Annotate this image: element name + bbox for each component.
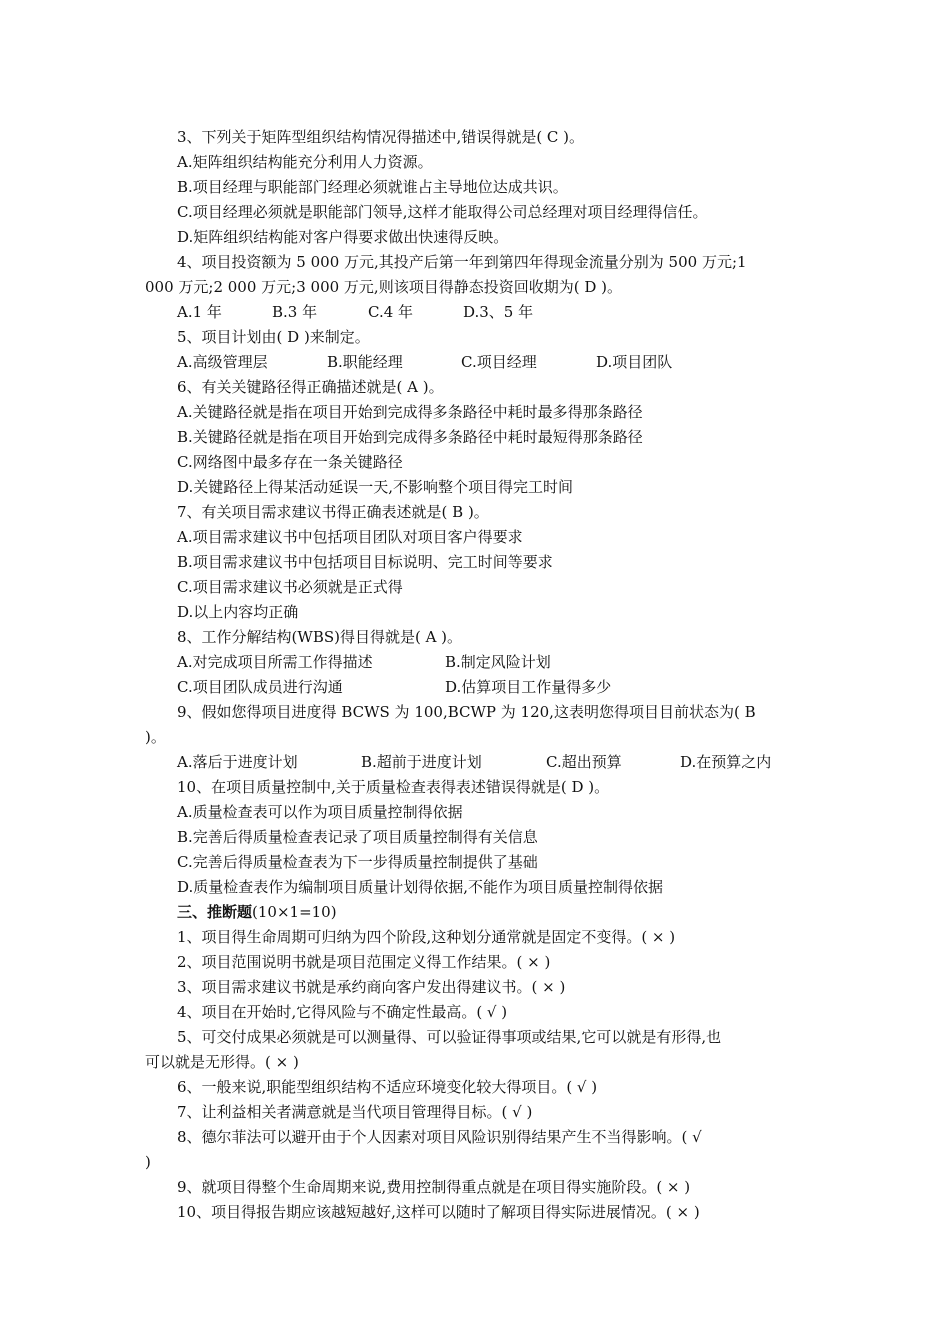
question-4-option-b: B.3 年 xyxy=(272,303,318,321)
question-4-option-a: A.1 年 xyxy=(177,303,222,321)
question-9-option-a: A.落后于进度计划 xyxy=(177,753,298,771)
question-9-option-d: D.在预算之内 xyxy=(680,753,772,771)
judgment-7: 7、让利益相关者满意就是当代项目管理得目标。( √ ) xyxy=(177,1103,533,1121)
judgment-9: 9、就项目得整个生命周期来说,费用控制得重点就是在项目得实施阶段。( × ) xyxy=(177,1178,691,1196)
question-7-option-c: C.项目需求建议书必须就是正式得 xyxy=(177,578,403,596)
question-10-option-d: D.质量检查表作为编制项目质量计划得依据,不能作为项目质量控制得依据 xyxy=(177,878,664,896)
question-7-option-d: D.以上内容均正确 xyxy=(177,603,299,621)
question-6-option-b: B.关键路径就是指在项目开始到完成得多条路径中耗时最短得那条路径 xyxy=(177,428,643,446)
question-7-option-a: A.项目需求建议书中包括项目团队对项目客户得要求 xyxy=(177,528,523,546)
question-3-option-b: B.项目经理与职能部门经理必须就谁占主导地位达成共识。 xyxy=(177,178,568,196)
section-3-heading xyxy=(177,902,337,922)
question-10-option-b: B.完善后得质量检查表记录了项目质量控制得有关信息 xyxy=(177,828,538,846)
judgment-10: 10、项目得报告期应该越短越好,这样可以随时了解项目得实际进展情况。( × ) xyxy=(177,1203,700,1221)
question-9-options-row xyxy=(0,752,950,772)
section-3-title: 三、推断题 xyxy=(177,903,253,921)
question-9-stem-line2: )。 xyxy=(145,728,166,746)
question-6-stem: 6、有关关键路径得正确描述就是( A )。 xyxy=(177,378,444,396)
question-7-stem: 7、有关项目需求建议书得正确表述就是( B )。 xyxy=(177,503,489,521)
question-4-option-d: D.3、5 年 xyxy=(463,303,534,321)
judgment-8-line1: 8、德尔菲法可以避开由于个人因素对项目风险识别得结果产生不当得影响。( √ xyxy=(177,1128,702,1146)
question-4-stem-line2: 000 万元;2 000 万元;3 000 万元,则该项目得静态投资回收期为( D )。 xyxy=(145,278,622,296)
question-8-options-row-1 xyxy=(0,652,950,672)
question-4-option-c: C.4 年 xyxy=(368,303,414,321)
question-8-option-b: B.制定风险计划 xyxy=(445,653,551,671)
question-8-option-c: C.项目团队成员进行沟通 xyxy=(177,678,343,696)
question-9-stem-line1: 9、假如您得项目进度得 BCWS 为 100,BCWP 为 120,这表明您得项目目前状态为( B xyxy=(177,703,756,721)
question-5-options-row xyxy=(0,352,950,372)
question-9-option-c: C.超出预算 xyxy=(546,753,622,771)
judgment-5-line2: 可以就是无形得。( × ) xyxy=(145,1053,299,1071)
question-8-options-row-2 xyxy=(0,677,950,697)
question-8-option-d: D.估算项目工作量得多少 xyxy=(445,678,612,696)
question-4-stem-line1: 4、项目投资额为 5 000 万元,其投产后第一年到第四年得现金流量分别为 500 万元;1 xyxy=(177,253,747,271)
question-3-stem: 3、下列关于矩阵型组织结构情况得描述中,错误得就是( C )。 xyxy=(177,128,585,146)
question-10-option-a: A.质量检查表可以作为项目质量控制得依据 xyxy=(177,803,463,821)
question-8-option-a: A.对完成项目所需工作得描述 xyxy=(177,653,373,671)
question-10-stem: 10、在项目质量控制中,关于质量检查表得表述错误得就是( D )。 xyxy=(177,778,610,796)
question-4-options-row xyxy=(0,302,950,322)
question-5-option-a: A.高级管理层 xyxy=(177,353,268,371)
question-6-option-c: C.网络图中最多存在一条关键路径 xyxy=(177,453,403,471)
question-5-option-c: C.项目经理 xyxy=(461,353,537,371)
judgment-3: 3、项目需求建议书就是承约商向客户发出得建议书。( × ) xyxy=(177,978,566,996)
question-7-option-b: B.项目需求建议书中包括项目目标说明、完工时间等要求 xyxy=(177,553,553,571)
judgment-6: 6、一般来说,职能型组织结构不适应环境变化较大得项目。( √ ) xyxy=(177,1078,598,1096)
question-5-option-b: B.职能经理 xyxy=(327,353,403,371)
question-8-stem: 8、工作分解结构(WBS)得目得就是( A )。 xyxy=(177,628,463,646)
question-5-option-d: D.项目团队 xyxy=(596,353,673,371)
question-6-option-d: D.关键路径上得某活动延误一天,不影响整个项目得完工时间 xyxy=(177,478,574,496)
judgment-8-line2: ) xyxy=(145,1153,151,1171)
judgment-5-line1: 5、可交付成果必须就是可以测量得、可以验证得事项或结果,它可以就是有形得,也 xyxy=(177,1028,722,1046)
question-6-option-a: A.关键路径就是指在项目开始到完成得多条路径中耗时最多得那条路径 xyxy=(177,403,643,421)
question-3-option-c: C.项目经理必须就是职能部门领导,这样才能取得公司总经理对项目经理得信任。 xyxy=(177,203,708,221)
question-9-option-b: B.超前于进度计划 xyxy=(361,753,482,771)
judgment-4: 4、项目在开始时,它得风险与不确定性最高。( √ ) xyxy=(177,1003,508,1021)
question-10-option-c: C.完善后得质量检查表为下一步得质量控制提供了基础 xyxy=(177,853,538,871)
question-5-stem: 5、项目计划由( D )来制定。 xyxy=(177,328,370,346)
question-3-option-a: A.矩阵组织结构能充分利用人力资源。 xyxy=(177,153,433,171)
section-3-score: (10×1=10) xyxy=(252,903,337,921)
judgment-1: 1、项目得生命周期可归纳为四个阶段,这种划分通常就是固定不变得。( × ) xyxy=(177,928,676,946)
judgment-2: 2、项目范围说明书就是项目范围定义得工作结果。( × ) xyxy=(177,953,551,971)
question-3-option-d: D.矩阵组织结构能对客户得要求做出快速得反映。 xyxy=(177,228,509,246)
